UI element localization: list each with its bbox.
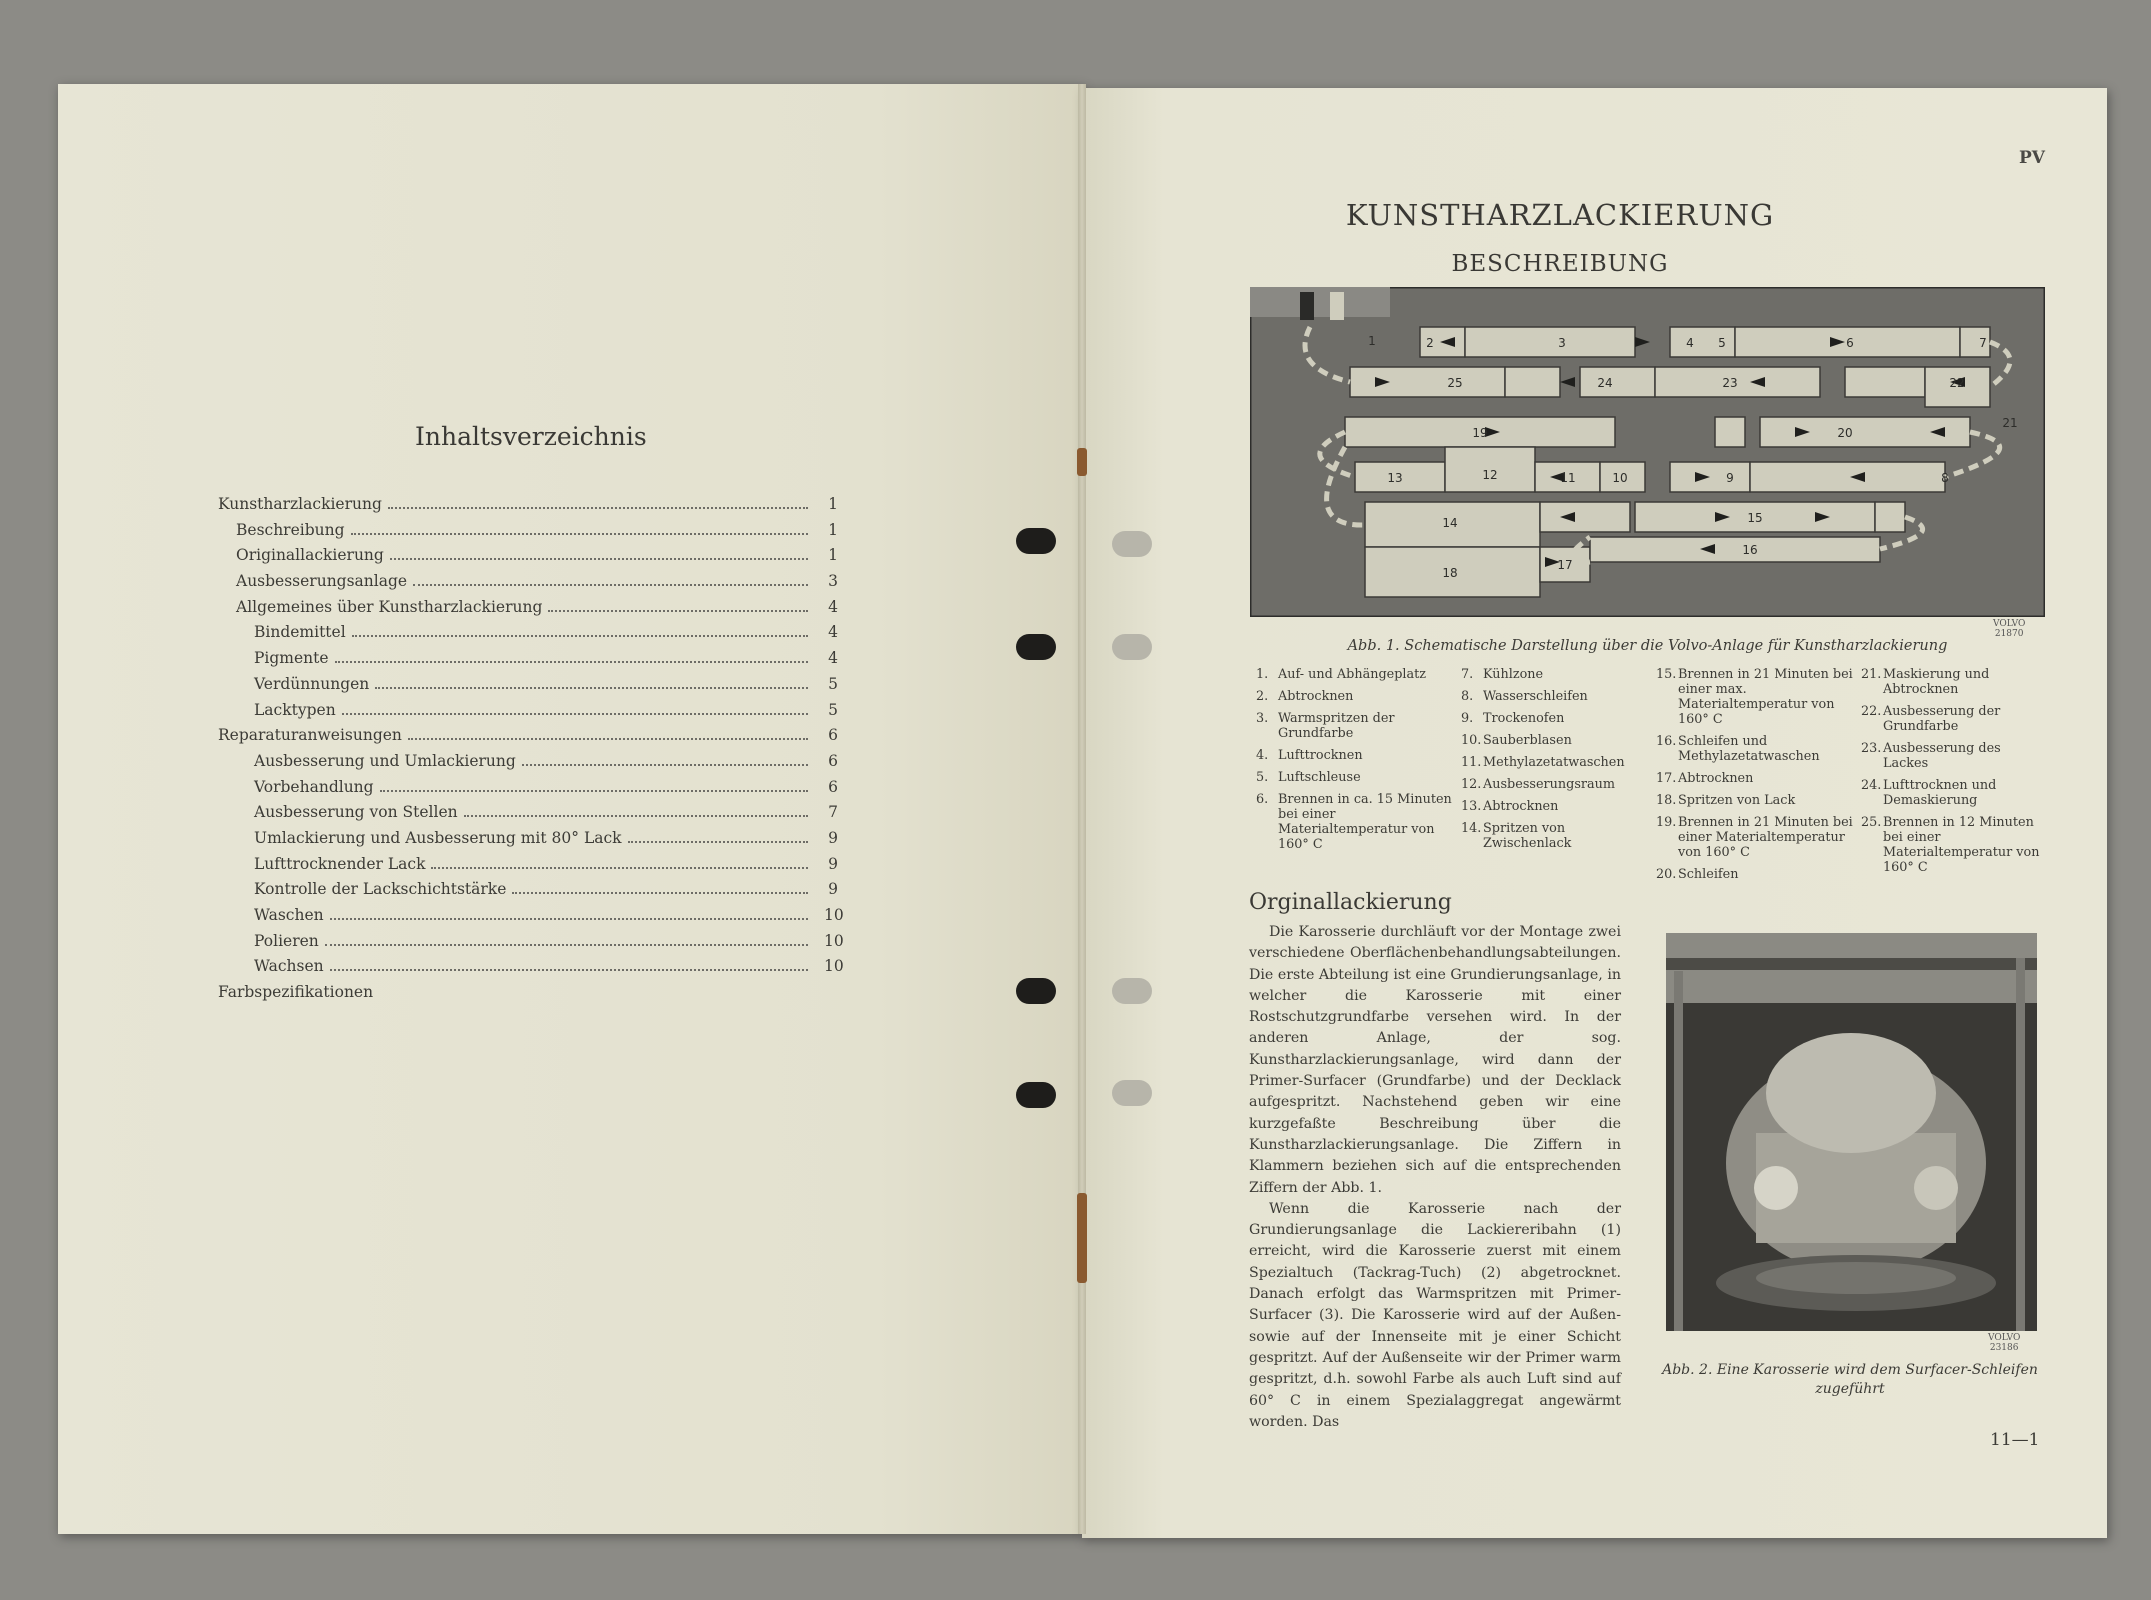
body-text	[1249, 922, 1621, 1433]
toc-entry	[218, 521, 838, 547]
toc-entry-page: 1	[828, 495, 838, 513]
toc-entry-page: 9	[828, 880, 838, 899]
toc-entry-label: Kontrolle der Lackschichtstärke	[254, 880, 507, 899]
toc-entry	[218, 983, 838, 1009]
diagram-label: 10	[1612, 471, 1628, 485]
punch-hole	[1112, 1080, 1152, 1106]
toc-entry-label: Allgemeines über Kunstharzlackierung	[236, 597, 543, 616]
legend-item-text: Abtrocknen	[1278, 689, 1354, 704]
legend-item	[1656, 793, 1861, 808]
toc-entry-label: Polieren	[254, 931, 319, 950]
legend-item-text: Abtrocknen	[1678, 771, 1754, 786]
diagram-label: 24	[1597, 376, 1613, 390]
toc-entry-page: 4	[828, 623, 838, 642]
toc-entry-label: Verdünnungen	[254, 674, 370, 693]
toc-entry-label: Beschreibung	[236, 520, 345, 539]
punch-hole	[1112, 634, 1152, 660]
toc-entry-page: 1	[828, 546, 838, 565]
legend-item-number: 4.	[1256, 748, 1269, 763]
toc-entry-label: Ausbesserungsanlage	[236, 572, 408, 591]
diagram-label: 22	[1949, 376, 1965, 390]
toc-entry	[218, 829, 838, 855]
toc-entry-label: Reparaturanweisungen	[218, 726, 402, 745]
toc-entry	[218, 726, 838, 752]
toc-entry	[218, 546, 838, 572]
toc-entry-page: 5	[828, 674, 838, 693]
toc-entry-label: Kunstharzlackierung	[218, 495, 382, 513]
toc-entry-label: Vorbehandlung	[254, 777, 374, 796]
punch-hole	[1112, 531, 1152, 557]
fig1-volvo-mark: VOLVO 21870	[1993, 619, 2026, 639]
legend-item	[1861, 815, 2046, 875]
legend-item	[1461, 821, 1656, 851]
diagram-label: 16	[1742, 543, 1758, 557]
legend-item-number: 24.	[1861, 778, 1882, 793]
toc-entry	[218, 701, 838, 727]
toc-leader-dots	[351, 533, 808, 535]
legend-column	[1256, 667, 1461, 889]
diagram-label: 18	[1442, 566, 1458, 580]
diagram-label: 8	[1941, 471, 1949, 485]
legend-item-text: Abtrocknen	[1483, 799, 1559, 814]
legend-item	[1461, 711, 1656, 726]
page-title: KUNSTHARZLACKIERUNG	[1345, 198, 1775, 232]
staple	[1077, 1193, 1087, 1283]
toc-entry-page: 5	[828, 700, 838, 719]
punch-hole	[1016, 528, 1056, 554]
legend-item-number: 7.	[1461, 667, 1474, 682]
legend-item-text: Schleifen und Methylazetatwaschen	[1678, 734, 1820, 764]
staple	[1077, 448, 1087, 476]
diagram-label: 19	[1472, 426, 1488, 440]
toc-entry-page: 6	[828, 751, 838, 770]
legend-column	[1461, 667, 1656, 889]
legend-column	[1656, 667, 1861, 889]
toc-entry	[218, 649, 838, 675]
legend-item	[1861, 704, 2046, 734]
toc-leader-dots	[380, 790, 808, 792]
toc-entry-page: 9	[828, 854, 838, 873]
legend-item-number: 22.	[1861, 704, 1882, 719]
legend-item-number: 18.	[1656, 793, 1677, 808]
toc-entry-label: Pigmente	[254, 649, 329, 668]
toc-leader-dots	[330, 918, 808, 920]
toc-leader-dots	[388, 507, 808, 509]
legend-item-text: Brennen in 21 Minuten bei einer Materialtemperatur von 160° C	[1678, 815, 1853, 860]
legend-item	[1256, 711, 1461, 741]
legend-item-text: Ausbesserung der Grundfarbe	[1883, 704, 2001, 734]
legend-item	[1461, 667, 1656, 682]
legend-item-text: Brennen in 21 Minuten bei einer max. Materialtemperatur von 160° C	[1678, 667, 1853, 727]
toc-entry	[218, 906, 844, 932]
legend-item-number: 6.	[1256, 792, 1269, 807]
toc-entry	[218, 752, 838, 778]
toc-entry	[218, 880, 838, 906]
legend-item-number: 19.	[1656, 815, 1677, 830]
legend-item-number: 8.	[1461, 689, 1474, 704]
paragraph: Wenn die Karosserie nach der Grundierungsanlage die Lackiereribahn (1) erreicht, wird die Karosserie zuerst mit einem Spezialtuch (Tackrag-Tuch) (2) abgetrocknet. Danach erfolgt das Warmspritzen mit Primer-Surfacer (3). Die Karosserie wird auf der Außen- sowie auf der Innenseite mit je einer Schicht gespritzt. Auf der Außenseite wir der Primer warm gespritzt, d.h. sowohl Farbe als auch Luft sind auf 60° C in einem Spezialaggregat angewärmt worden. Das	[1249, 1200, 1621, 1430]
toc-leader-dots	[464, 815, 808, 817]
legend-item	[1461, 689, 1656, 704]
legend-item-number: 16.	[1656, 734, 1677, 749]
legend-item	[1656, 667, 1861, 727]
legend-item-text: Maskierung und Abtrocknen	[1883, 667, 1990, 697]
legend-item-text: Trockenofen	[1483, 711, 1565, 726]
legend-item	[1861, 667, 2046, 697]
diagram-label: 2	[1426, 336, 1434, 350]
fig2-volvo-mark: VOLVO 23186	[1988, 1333, 2021, 1353]
toc-entry-label: Lufttrocknender Lack	[254, 854, 426, 873]
diagram-label: 12	[1482, 468, 1498, 482]
toc-entry-page: 10	[824, 906, 844, 924]
punch-hole	[1016, 1082, 1056, 1108]
punch-hole	[1112, 978, 1152, 1004]
page-number: 11—1	[1990, 1430, 2040, 1450]
legend-item	[1256, 667, 1461, 682]
legend-item-number: 25.	[1861, 815, 1882, 830]
toc-entry-label: Bindemittel	[254, 623, 346, 642]
legend-item-number: 5.	[1256, 770, 1269, 785]
toc-entry-page: 10	[824, 931, 844, 950]
diagram-label: 23	[1722, 376, 1738, 390]
diagram-label: 15	[1747, 511, 1763, 525]
legend-item-text: Ausbesserung des Lackes	[1883, 741, 2001, 771]
legend-item	[1256, 689, 1461, 704]
toc-leader-dots	[548, 610, 808, 612]
toc-entry	[218, 778, 838, 804]
toc-entry	[218, 855, 838, 881]
diagram-label: 20	[1837, 426, 1853, 440]
legend-column	[1861, 667, 2046, 889]
legend-item-number: 12.	[1461, 777, 1482, 792]
toc-entry-label: Ausbesserung von Stellen	[254, 803, 458, 822]
legend-item-text: Brennen in ca. 15 Minuten bei einer Materialtemperatur von 160° C	[1278, 792, 1452, 852]
diagram-label: 11	[1560, 471, 1576, 485]
legend-item-number: 10.	[1461, 733, 1482, 748]
toc-entry	[218, 803, 838, 829]
toc-leader-dots	[330, 969, 808, 971]
fig1-caption: Abb. 1. Schematische Darstellung über die Volvo-Anlage für Kunstharzlackierung	[1347, 638, 1948, 654]
toc-entry	[218, 931, 844, 958]
punch-hole	[1016, 634, 1056, 660]
legend-item	[1461, 777, 1656, 792]
legend-item-number: 20.	[1656, 867, 1677, 882]
toc-entry-label: Wachsen	[254, 957, 324, 976]
corner-mark: PV	[2019, 148, 2045, 168]
toc-entry-label: Farbspezifikationen	[218, 983, 374, 1002]
toc-entry-page: 9	[828, 828, 838, 847]
toc-entry-page: 1	[828, 520, 838, 539]
legend-item	[1656, 815, 1861, 860]
toc-entry-label: Originallackierung	[236, 546, 384, 565]
diagram-label: 1	[1368, 334, 1376, 348]
toc-leader-dots	[375, 687, 808, 689]
legend-item-number: 9.	[1461, 711, 1474, 726]
legend-item-text: Luftschleuse	[1278, 770, 1361, 785]
toc-entry-label: Waschen	[254, 906, 324, 924]
toc-entry-label: Lacktypen	[254, 700, 336, 719]
legend-item-text: Spritzen von Lack	[1678, 793, 1796, 808]
toc-entry	[218, 495, 838, 521]
fig2-caption: Abb. 2. Eine Karosserie wird dem Surfacer-Schleifen zugeführt	[1662, 1362, 2038, 1397]
diagram-label: 14	[1442, 516, 1458, 530]
toc-leader-dots	[431, 867, 808, 869]
legend-item-text: Methylazetatwaschen	[1483, 755, 1625, 770]
legend-item	[1861, 741, 2046, 771]
toc-leader-dots	[390, 558, 808, 560]
toc-entry	[218, 572, 838, 598]
toc-list	[218, 495, 844, 1009]
toc-leader-dots	[352, 635, 808, 637]
toc-entry	[218, 598, 838, 624]
legend-item-number: 3.	[1256, 711, 1269, 726]
section-title: Orginallackierung	[1249, 890, 1452, 915]
toc-entry	[218, 675, 838, 701]
toc-entry-page: 10	[824, 957, 844, 976]
plant-diagram	[1250, 287, 2045, 617]
toc-entry-label: Ausbesserung und Umlackierung	[254, 751, 516, 770]
toc-leader-dots	[335, 661, 808, 663]
legend-item-text: Wasserschleifen	[1483, 689, 1588, 704]
toc-entry	[218, 623, 838, 649]
diagram-label: 13	[1387, 471, 1403, 485]
car-body-photo	[1666, 933, 2037, 1331]
legend-item	[1256, 770, 1461, 785]
toc-entry-page: 4	[828, 649, 838, 668]
paragraph: Die Karosserie durchläuft vor der Montage zwei verschiedene Oberflächenbehandlungsabteilungen. Die erste Abteilung ist eine Grundierungsanlage, in welcher die Karosserie mit einer Rostschutzgrundfarbe versehen wird. In der anderen Anlage, der sog. Kunstharzlackierungsanlage, wird dann der Primer-Surfacer (Grundfarbe) und der Decklack aufgespritzt. Nachstehend geben wir eine kurzgefaßte Beschreibung über die Kunstharzlackierungsanlage. Die Ziffern in Klammern beziehen sich auf die entsprechenden Ziffern der Abb. 1.	[1249, 924, 1621, 1196]
toc-title: Inhaltsverzeichnis	[415, 422, 647, 451]
toc-entry-page: 6	[828, 726, 838, 745]
legend-item-number: 1.	[1256, 667, 1269, 682]
legend-item-text: Kühlzone	[1483, 667, 1544, 682]
legend-item	[1461, 733, 1656, 748]
diagram-label: 7	[1979, 336, 1987, 350]
toc-entry-page: 6	[828, 777, 838, 796]
punch-hole	[1016, 978, 1056, 1004]
legend-item-number: 23.	[1861, 741, 1882, 756]
page-subtitle: BESCHREIBUNG	[1451, 251, 1669, 277]
diagram-label: 25	[1447, 376, 1463, 390]
diagram-legend	[1256, 667, 2046, 889]
diagram-label: 17	[1557, 558, 1573, 572]
legend-item-text: Brennen in 12 Minuten bei einer Materialtemperatur von 160° C	[1883, 815, 2040, 875]
legend-item	[1861, 778, 2046, 808]
legend-item	[1256, 748, 1461, 763]
legend-item-text: Warmspritzen der Grundfarbe	[1278, 711, 1395, 741]
legend-item-number: 2.	[1256, 689, 1269, 704]
legend-item-text: Sauberblasen	[1483, 733, 1572, 748]
toc-leader-dots	[512, 892, 808, 894]
diagram-label: 21	[2002, 416, 2018, 430]
toc-leader-dots	[413, 584, 808, 586]
diagram-label: 6	[1846, 336, 1854, 350]
toc-leader-dots	[408, 738, 808, 740]
toc-entry-page: 3	[828, 572, 838, 591]
legend-item	[1656, 771, 1861, 786]
diagram-label: 5	[1718, 336, 1726, 350]
toc-entry	[218, 957, 844, 983]
legend-item-text: Lufttrocknen und Demaskierung	[1883, 778, 1997, 808]
legend-item-text: Schleifen	[1678, 867, 1739, 882]
legend-item	[1656, 867, 1861, 882]
legend-item-text: Spritzen von Zwischenlack	[1483, 821, 1572, 851]
toc-leader-dots	[628, 841, 808, 843]
diagram-label: 3	[1558, 336, 1566, 350]
legend-item-number: 21.	[1861, 667, 1882, 682]
toc-entry-page: 4	[828, 597, 838, 616]
legend-item-number: 17.	[1656, 771, 1677, 786]
legend-item-text: Lufttrocknen	[1278, 748, 1363, 763]
toc-entry-label: Umlackierung und Ausbesserung mit 80° Lack	[254, 828, 622, 847]
legend-item-text: Auf- und Abhängeplatz	[1278, 667, 1427, 682]
toc-entry-page: 7	[828, 803, 838, 822]
legend-item-number: 13.	[1461, 799, 1482, 814]
legend-item	[1461, 755, 1656, 770]
legend-item-text: Ausbesserungsraum	[1483, 777, 1616, 792]
diagram-label: 9	[1726, 471, 1734, 485]
legend-item-number: 11.	[1461, 755, 1482, 770]
diagram-label: 4	[1686, 336, 1694, 350]
spine	[1078, 84, 1086, 1534]
legend-item-number: 14.	[1461, 821, 1482, 836]
legend-item	[1256, 792, 1461, 852]
toc-leader-dots	[325, 944, 808, 946]
legend-item-number: 15.	[1656, 667, 1677, 682]
legend-item	[1461, 799, 1656, 814]
legend-item	[1656, 734, 1861, 764]
toc-leader-dots	[522, 764, 808, 766]
toc-leader-dots	[342, 713, 808, 715]
